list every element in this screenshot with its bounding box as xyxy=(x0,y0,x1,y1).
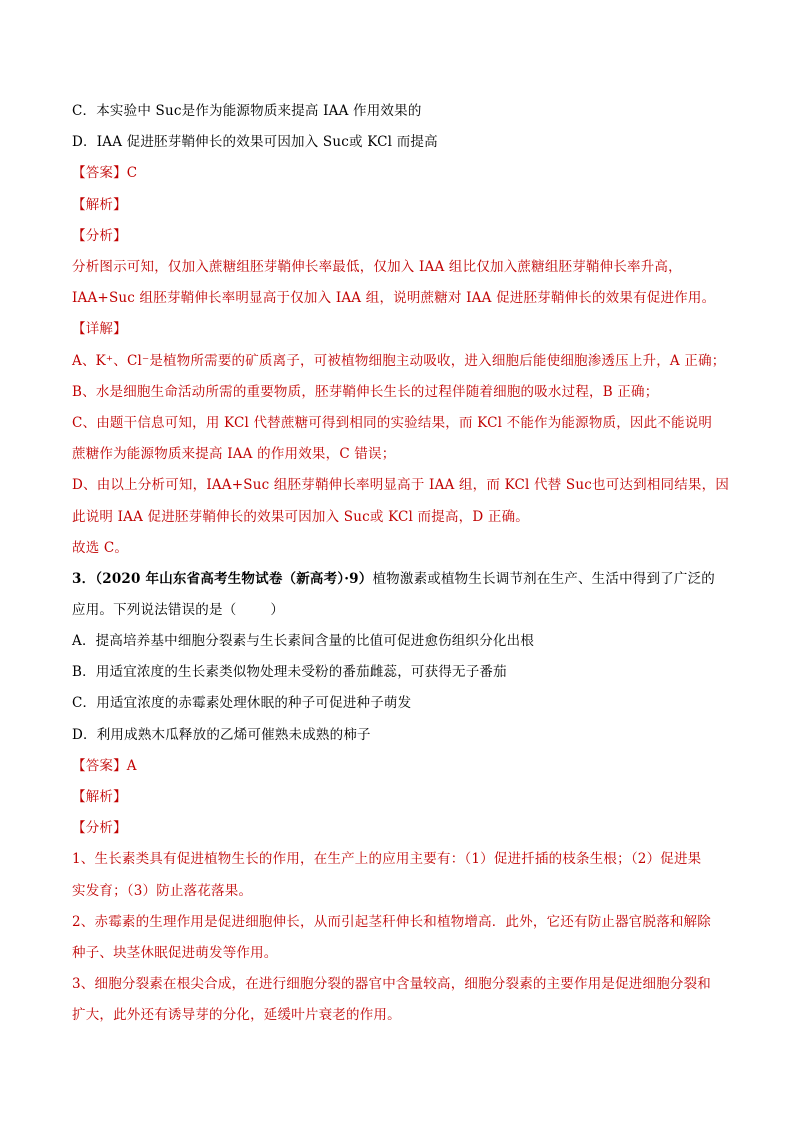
text-line: 【分析】 xyxy=(72,227,127,244)
question-source: （2020 年山东省高考生物试卷（新高考）·9） xyxy=(95,571,373,587)
text-line: 1、生长素类具有促进植物生长的作用，在生产上的应用主要有：（1）促进扦插的枝条生根；（2）促进果 xyxy=(72,851,702,868)
text-line: 【答案】C xyxy=(72,165,138,182)
text-line: IAA+Suc 组胚芽鞘伸长率明显高于仅加入 IAA 组，说明蔗糖对 IAA 促进胚芽鞘伸长的效果有促进作用。 xyxy=(72,290,716,307)
text-line: A、K⁺、Cl⁻是植物所需要的矿质离子，可被植物细胞主动吸收，进入细胞后能使细胞渗透压上升，A 正确； xyxy=(72,352,726,369)
text-line: 【详解】 xyxy=(72,321,127,338)
question-3-stem-line-2 xyxy=(72,601,722,619)
text-line: 蔗糖作为能源物质来提高 IAA 的作用效果，C 错误； xyxy=(72,446,396,463)
text-line: 此说明 IAA 促进胚芽鞘伸长的效果可因加入 Suc或 KCl 而提高，D 正确。 xyxy=(72,508,529,525)
text-line: C．本实验中 Suc是作为能源物质来提高 IAA 作用效果的 xyxy=(72,103,422,119)
text-line: B、水是细胞生命活动所需的重要物质，胚芽鞘伸长生长的过程伴随着细胞的吸水过程，B 正确； xyxy=(72,383,659,400)
text-line: C．用适宜浓度的赤霉素处理休眠的种子可促进种子萌发 xyxy=(72,695,412,712)
text-line: D．IAA 促进胚芽鞘伸长的效果可因加入 Suc或 KCl 而提高 xyxy=(72,134,438,151)
text-line: 【答案】A xyxy=(72,757,137,774)
text-line: 3、细胞分裂素在根尖合成，在进行细胞分裂的器官中含量较高，细胞分裂素的主要作用是促进细胞分裂和 xyxy=(72,976,711,993)
text-line: 扩大，此外还有诱导芽的分化，延缓叶片衰老的作用。 xyxy=(72,1007,401,1024)
text-line: D．利用成熟木瓜释放的乙烯可催熟未成熟的柿子 xyxy=(72,726,371,743)
text-line: 实发育；（3）防止落花落果。 xyxy=(72,882,253,899)
question-stem-part-1: 植物激素或植物生长调节剂在生产、生活中得到了广泛的 xyxy=(372,571,715,587)
text-line: 2、赤霉素的生理作用是促进细胞伸长，从而引起茎秆伸长和植物增高．此外，它还有防止器官脱落和解除 xyxy=(72,913,711,930)
text-line: 分析图示可知，仅加入蔗糖组胚芽鞘伸长率最低，仅加入 IAA 组比仅加入蔗糖组胚芽鞘伸长率升高， xyxy=(72,259,682,275)
text-line: B．用适宜浓度的生长素类似物处理未受粉的番茄雌蕊，可获得无子番茄 xyxy=(72,664,507,681)
text-line: 【分析】 xyxy=(72,820,127,837)
text-line: 【解析】 xyxy=(72,196,127,213)
text-line: 【解析】 xyxy=(72,789,127,805)
text-line: D、由以上分析可知，IAA+Suc 组胚芽鞘伸长率明显高于 IAA 组，而 KCl 代替 Suc也可达到相同结果，因 xyxy=(72,477,730,494)
question-number: 3． xyxy=(72,571,96,587)
question-stem-part-2: 应用。下列说法错误的是（ xyxy=(72,602,237,618)
text-line: C、由题干信息可知，用 KCl 代替蔗糖可得到相同的实验结果，而 KCl 不能作为能源物质，因此不能说明 xyxy=(72,415,713,431)
question-3-stem-line-1 xyxy=(72,570,722,588)
text-line: 故选 C。 xyxy=(72,539,129,556)
question-stem-part-3: ） xyxy=(270,602,285,618)
text-line: A．提高培养基中细胞分裂素与生长素间含量的比值可促进愈伤组织分化出根 xyxy=(72,633,535,649)
text-line: 种子、块茎休眠促进萌发等作用。 xyxy=(72,945,278,961)
